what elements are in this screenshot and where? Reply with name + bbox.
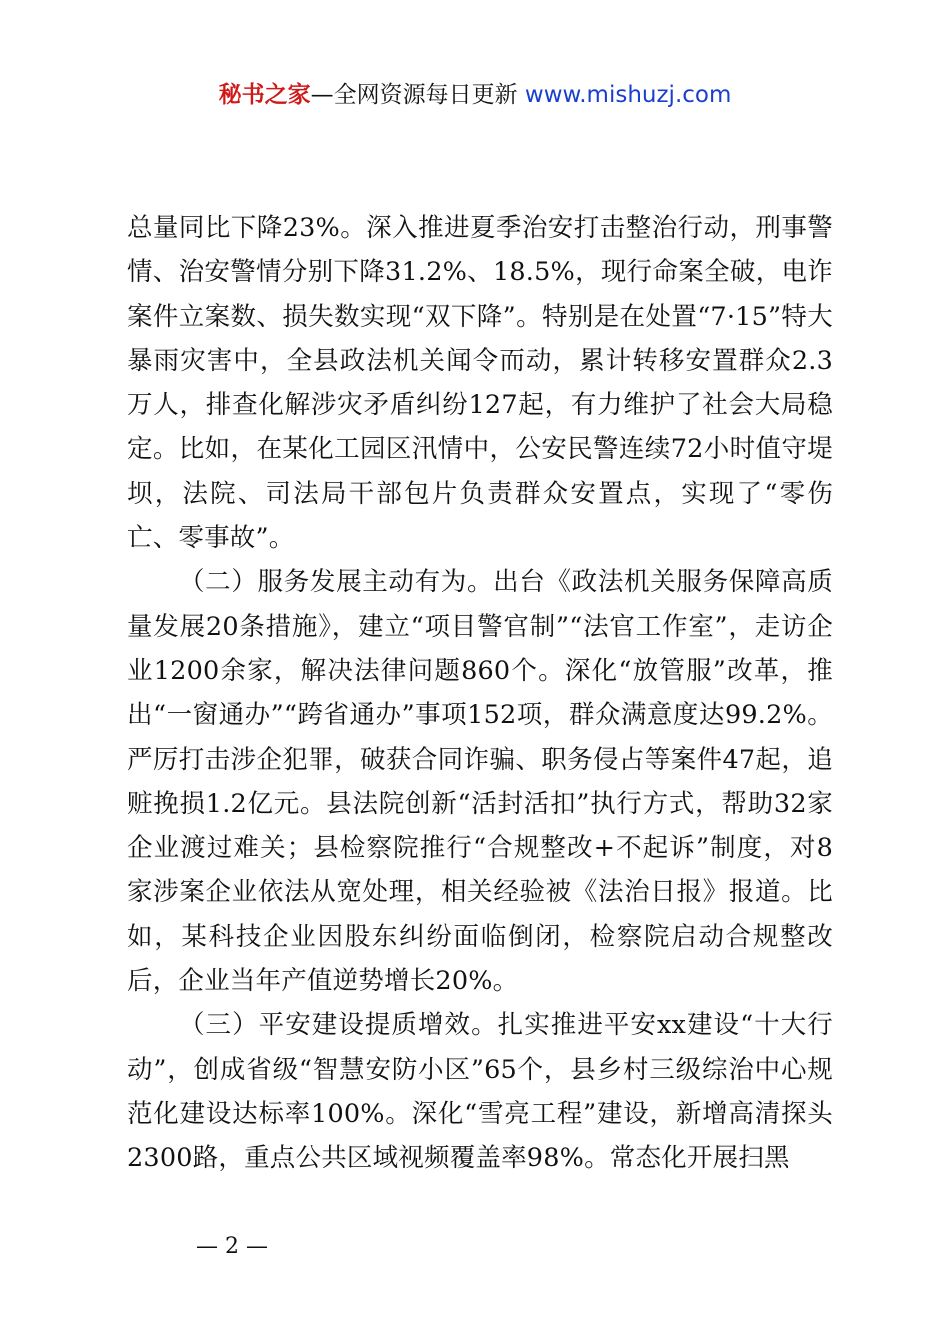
document-body xyxy=(127,206,833,1181)
paragraph-continued: 总量同比下降23%。深入推进夏季治安打击整治行动，刑事警情、治安警情分别下降31.2%、18.5%，现行命案全破，电诈案件立案数、损失数实现“双下降”。特别是在处置“7·15”特大暴雨灾害中，全县政法机关闻令而动，累计转移安置群众2.3万人，排查化解涉灾矛盾纠纷127起，有力维护了社会大局稳定。比如，在某化工园区汛情中，公安民警连续72小时值守堤坝，法院、司法局干部包片负责群众安置点，实现了“零伤亡、零事故”。 xyxy=(127,213,833,554)
paragraph-service-development: （二）服务发展主动有为。出台《政法机关服务保障高质量发展20条措施》，建立“项目警官制”“法官工作室”，走访企业1200余家，解决法律问题860个。深化“放管服”改革，推出“一窗通办”“跨省通办”事项152项，群众满意度达99.2%。严厉打击涉企犯罪，破获合同诈骗、职务侵占等案件47起，追赃挽损1.2亿元。县法院创新“活封活扣”执行方式，帮助32家企业渡过难关；县检察院推行“合规整改+不起诉”制度，对8家涉案企业依法从宽处理，相关经验被《法治日报》报道。比如，某科技企业因股东纠纷面临倒闭，检察院启动合规整改后，企业当年产值逆势增长20%。 xyxy=(127,567,833,997)
site-url-link[interactable]: www.mishuzj.com xyxy=(524,82,732,108)
paragraph-safety-construction: （三）平安建设提质增效。扎实推进平安xx建设“十大行动”，创成省级“智慧安防小区”65个，县乡村三级综治中心规范化建设达标率100%。深化“雪亮工程”建设，新增高清探头2300路，重点公共区域视频覆盖率98%。常态化开展扫黑 xyxy=(127,1010,833,1174)
page-number: — 2 — xyxy=(196,1234,268,1259)
site-brand: 秘书之家 xyxy=(218,82,311,108)
site-banner xyxy=(0,78,950,112)
site-slogan: —全网资源每日更新 xyxy=(310,82,518,108)
